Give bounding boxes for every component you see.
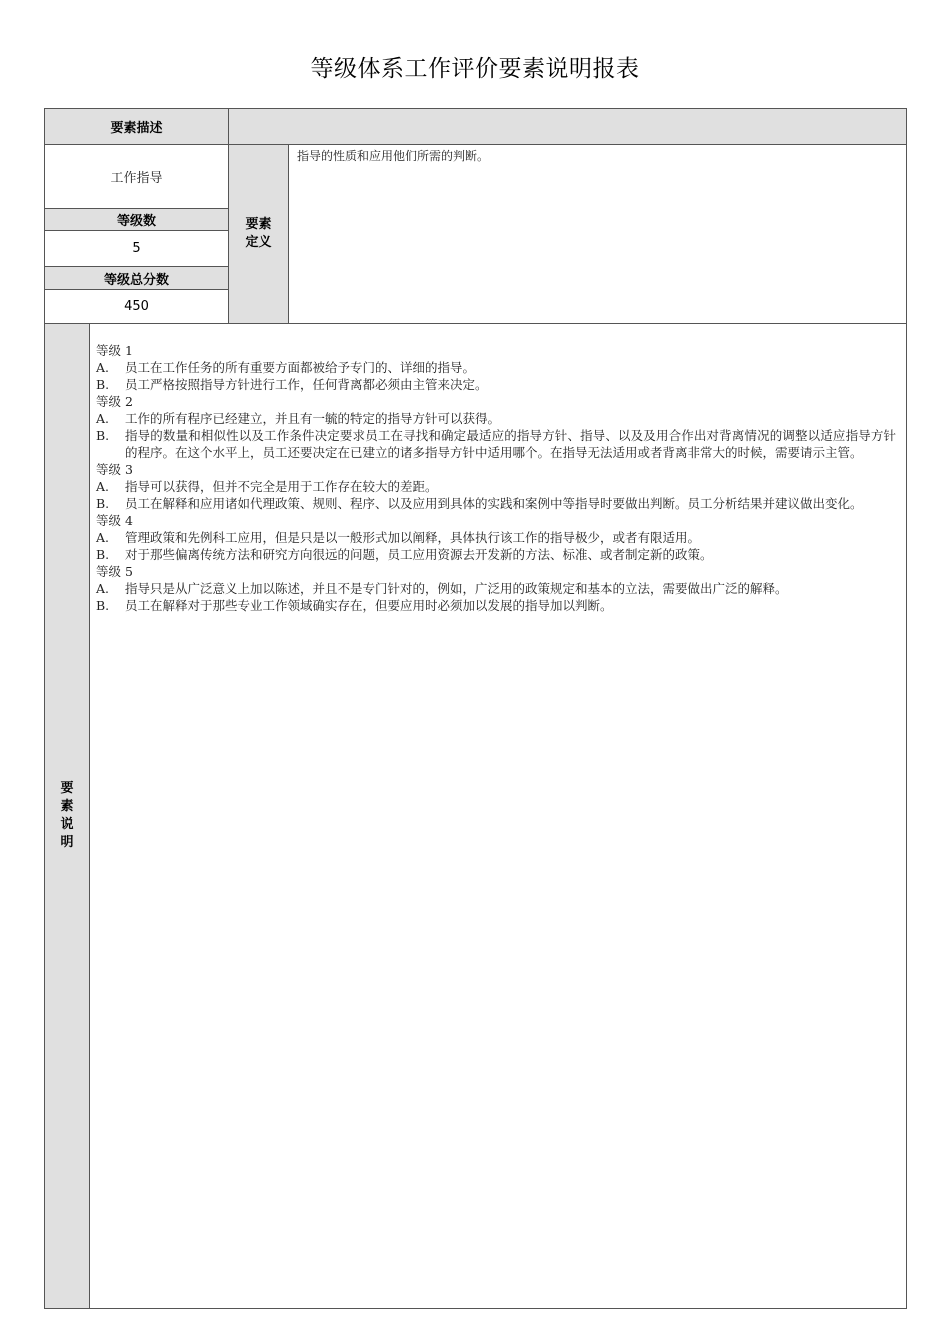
explanation-label-cell	[44, 323, 90, 1309]
levels-value: 5	[132, 241, 141, 256]
desc-label-cell	[44, 108, 229, 145]
level-title: 等级 1	[96, 343, 133, 358]
item-text: 员工在工作任务的所有重要方面都被给予专门的、详细的指导。	[125, 360, 476, 375]
item-text: 员工在解释对于那些专业工作领域确实存在，但要应用时必须加以发展的指导加以判断。	[125, 598, 613, 613]
page-title: 等级体系工作评价要素说明报表	[310, 56, 640, 82]
item-key: A.	[96, 530, 110, 545]
level-item	[96, 376, 896, 393]
desc-value-cell	[228, 108, 907, 145]
level-item	[96, 427, 896, 461]
factor-name-cell	[44, 144, 229, 209]
total-label: 等级总分数	[103, 272, 169, 288]
level-item	[96, 529, 896, 546]
level-item	[96, 597, 896, 614]
level-title: 等级 2	[96, 394, 133, 409]
level-title: 等级 5	[96, 564, 133, 579]
definition-text-cell	[288, 144, 907, 324]
levels-label: 等级数	[116, 214, 156, 229]
level-item	[96, 478, 896, 495]
item-key: B.	[96, 428, 110, 443]
levels-value-cell	[44, 230, 229, 267]
item-text: 员工严格按照指导方针进行工作，任何背离都必须由主管来决定。	[125, 377, 488, 392]
total-label-cell	[44, 266, 229, 290]
level-item	[96, 546, 896, 563]
item-text: 管理政策和先例科工应用，但是只是以一般形式加以阐释，具体执行该工作的指导极少，或者有限适用。	[125, 530, 701, 545]
item-key: B.	[96, 377, 110, 392]
level-item	[96, 580, 896, 597]
item-key: A.	[96, 581, 110, 596]
factor-name: 工作指导	[110, 171, 163, 186]
total-value-cell	[44, 289, 229, 324]
explanation-label: 要素说明	[60, 781, 74, 850]
item-text: 员工在解释和应用诸如代理政策、规则、程序、以及应用到具体的实践和案例中等指导时要做出判断。员工分析结果并建议做出变化。	[125, 496, 863, 511]
item-key: A.	[96, 479, 110, 494]
item-text: 工作的所有程序已经建立，并且有一毓的特定的指导方针可以获得。	[125, 411, 501, 426]
level-item	[96, 495, 896, 512]
item-text: 指导可以获得，但并不完全是用于工作存在较大的差距。	[125, 479, 438, 494]
levels-label-cell	[44, 208, 229, 231]
item-key: A.	[96, 411, 110, 426]
item-key: B.	[96, 496, 110, 511]
level-item	[96, 359, 896, 376]
total-value: 450	[124, 299, 149, 314]
item-text: 指导的数量和相似性以及工作条件决定要求员工在寻找和确定最适应的指导方针、指导、以及及用合作出对背离情况的调整以适应指导方针的程序。在这个水平上，员工还要决定在已建立的诸多指导方针中适用哪个。在指导无法适用或者背离非常大的时候，需要请示主管。	[125, 428, 896, 460]
definition-text: 指导的性质和应用他们所需的判断。	[297, 149, 490, 163]
level-item	[96, 410, 896, 427]
desc-label: 要素描述	[110, 121, 163, 136]
definition-label-cell	[228, 144, 289, 324]
definition-label: 要素定义	[245, 217, 272, 250]
item-key: B.	[96, 598, 110, 613]
explanation-content	[96, 342, 896, 614]
level-title: 等级 3	[96, 462, 133, 477]
item-text: 对于那些偏离传统方法和研究方向很远的问题，员工应用资源去开发新的方法、标准、或者制定新的政策。	[125, 547, 713, 562]
level-title: 等级 4	[96, 513, 133, 528]
item-text: 指导只是从广泛意义上加以陈述，并且不是专门针对的，例如，广泛用的政策规定和基本的立法，需要做出广泛的解释。	[125, 581, 788, 596]
item-key: B.	[96, 547, 110, 562]
item-key: A.	[96, 360, 110, 375]
